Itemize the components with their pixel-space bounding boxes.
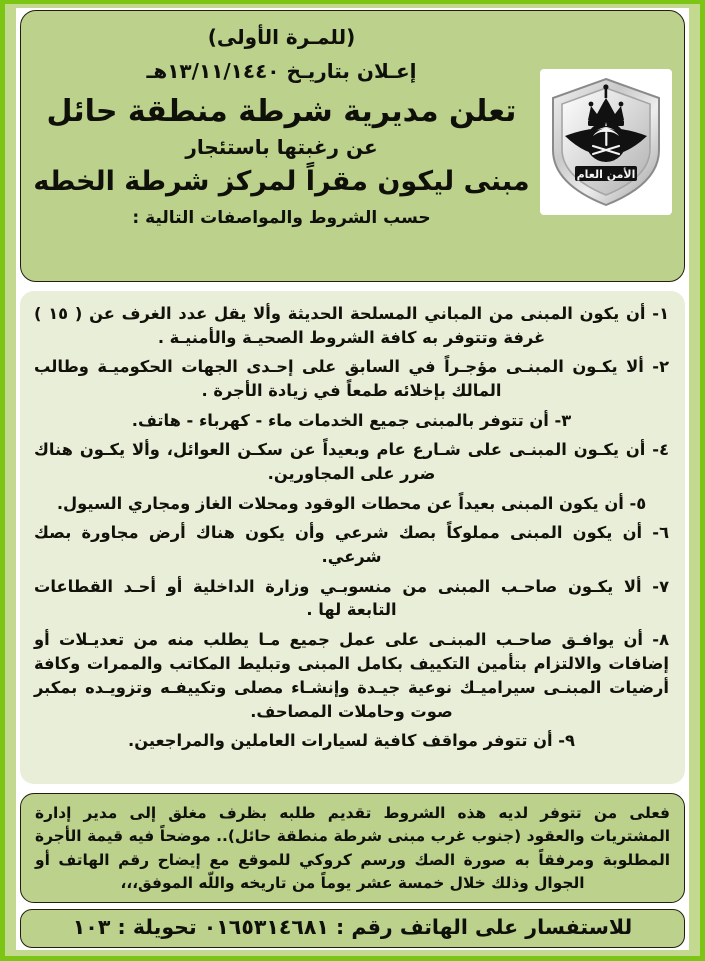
condition-item: ٤- أن يكـون المبنـى على شـارع عام وبعيداً عن سكـن العوائل، وألا يكـون هناك ضرر على المجاورين.: [34, 440, 669, 484]
condition-item: ٦- أن يكون المبنى مملوكاً بصك شرعي وأن يكون هناك أرض مجاورة بصك شرعي.: [34, 523, 669, 567]
subject-title: مبنى ليكون مقراً لمركز شرطة الخطه: [33, 166, 530, 198]
first-time-note: (للمـرة الأولى): [207, 25, 356, 49]
condition-item: ٢- ألا يكـون المبنـى مؤجـراً في السابق على إحـدى الجهات الحكوميـة وطالب المالك بإخلائه طمعاً في زيادة الأجرة .: [34, 357, 669, 401]
conditions-panel: [20, 291, 685, 784]
condition-item: ١- أن يكون المبنى من المباني المسلحة الحديثة وألا يقل عدد الغرف عن ( ١٥ ) غرفة وتتوفر به كافة الشروط الصحيـة والأمنيـة .: [34, 304, 669, 347]
header-text-block: [29, 11, 534, 281]
submission-instructions: فعلى من تتوفر لديه هذه الشروط تقديم طلبه بظرف مغلق إلى مدير إدارة المشتريات والعقود (جنوب غرب مبنى شرطة منطقة حائل).. موضحاً فيه قيمة الأجرة المطلوبة ومرفقاً به صورة الصك ورسم كروكي للموقع مع إيضاح رقم الهاتف أو الجوال وذلك خلال خمسة عشر يوماً من تاريخه واللّه الموفق،،،: [35, 803, 670, 892]
specs-intro: حسب الشروط والمواصفات التالية :: [132, 207, 431, 228]
footer-note-box: [20, 793, 685, 904]
desire-line: عن رغبتها باستئجار: [185, 135, 378, 160]
contact-phone-box: [20, 909, 685, 948]
header-box: [20, 10, 685, 282]
condition-item: ٧- ألا يكـون صاحـب المبنى من منسوبـي وزارة الداخلية أو أحـد القطاعات التابعة لها .: [34, 576, 669, 620]
contact-phone-line: للاستفسار على الهاتف رقم : ٠١٦٥٣١٤٦٨١ تحويلة : ١٠٣: [72, 915, 633, 940]
condition-item: ٩- أن تتوفر مواقف كافية لسيارات العاملين والمراجعين.: [128, 731, 575, 751]
emblem-caption: الأمن العام: [576, 168, 636, 181]
condition-item: ٥- أن يكون المبنى بعيداً عن محطات الوقود ومحلات الغاز ومجاري السيول.: [56, 493, 647, 513]
announcement-content: [20, 10, 685, 948]
saudi-public-security-emblem-icon: [547, 76, 665, 208]
logo-container: [540, 69, 672, 215]
announcement-date: إعـلان بتاريـخ ١٣/١١/١٤٤٠هـ: [146, 59, 417, 83]
condition-item: ٨- أن يوافـق صاحـب المبنـى على عمل جميع مـا يطلب منه من تعديـلات أو إضافات والالتزام بتأمين التكييف بكامل المبنى وتبليط المكاتب والممرات وكافة أرضيات المبنـى سيراميـك نوعية جيـدة وإنشـاء مصلى وتكييفـه وتزويـده بمكبر صوت وحاملات المصاحف.: [34, 629, 669, 721]
condition-item: ٣- أن تتوفر بالمبنى جميع الخدمات ماء - كهرباء - هاتف.: [131, 410, 572, 430]
announcer-title: تعلن مديرية شرطة منطقة حائل: [46, 94, 517, 129]
